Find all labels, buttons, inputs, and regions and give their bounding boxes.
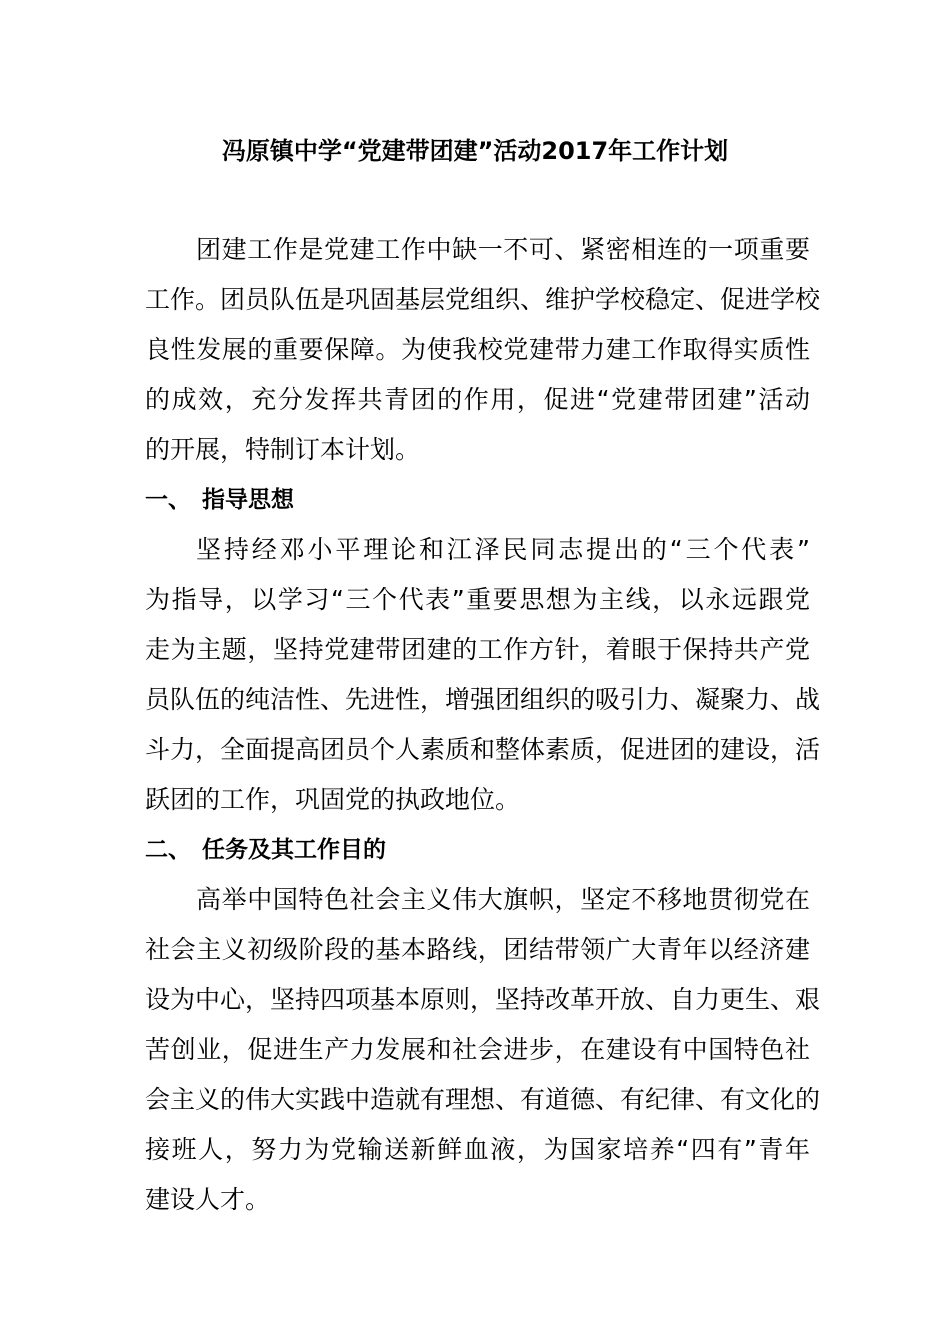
section1-line: 员队伍的纯洁性、先进性，增强团组织的吸引力、凝聚力、战 — [145, 685, 821, 714]
section2-line: 建设人才。 — [145, 1185, 271, 1214]
section-number: 一、 — [145, 487, 191, 513]
section1-line: 坚持经邓小平理论和江泽民同志提出的“三个代表” — [196, 535, 810, 564]
section-heading-text: 任务及其工作目的 — [202, 837, 386, 863]
section1-line: 斗力，全面提高团员个人素质和整体素质，促进团的建设，活 — [145, 735, 821, 764]
intro-line: 的成效，充分发挥共青团的作用，促进“党建带团建”活动 — [145, 385, 810, 414]
section2-line: 会主义的伟大实践中造就有理想、有道德、有纪律、有文化的 — [145, 1085, 821, 1114]
intro-line: 的开展，特制订本计划。 — [145, 435, 421, 464]
section1-line: 为指导，以学习“三个代表”重要思想为主线，以永远跟党 — [145, 585, 810, 614]
intro-line: 团建工作是党建工作中缺一不可、紧密相连的一项重要 — [196, 235, 810, 264]
section2-line: 苦创业，促进生产力发展和社会进步，在建设有中国特色社 — [145, 1035, 810, 1064]
section2-line: 高举中国特色社会主义伟大旗帜，坚定不移地贯彻党在 — [196, 885, 810, 914]
section-heading-text: 指导思想 — [202, 487, 294, 513]
section1-line: 走为主题，坚持党建带团建的工作方针，着眼于保持共产党 — [145, 635, 810, 664]
section-heading-guiding-ideology — [145, 476, 294, 524]
document-title: 冯原镇中学“党建带团建”活动2017年工作计划 — [221, 137, 729, 165]
section-heading-tasks-and-goals — [145, 826, 386, 874]
section2-line: 接班人，努力为党输送新鲜血液，为国家培养“四有”青年 — [145, 1135, 810, 1164]
intro-line: 工作。团员队伍是巩固基层党组织、维护学校稳定、促进学校 — [145, 285, 821, 314]
intro-line: 良性发展的重要保障。为使我校党建带力建工作取得实质性 — [145, 335, 810, 364]
section-number: 二、 — [145, 837, 191, 863]
section2-line: 设为中心，坚持四项基本原则，坚持改革开放、自力更生、艰 — [145, 985, 821, 1014]
section1-line: 跃团的工作，巩固党的执政地位。 — [145, 785, 521, 814]
section2-line: 社会主义初级阶段的基本路线，团结带领广大青年以经济建 — [145, 935, 810, 964]
